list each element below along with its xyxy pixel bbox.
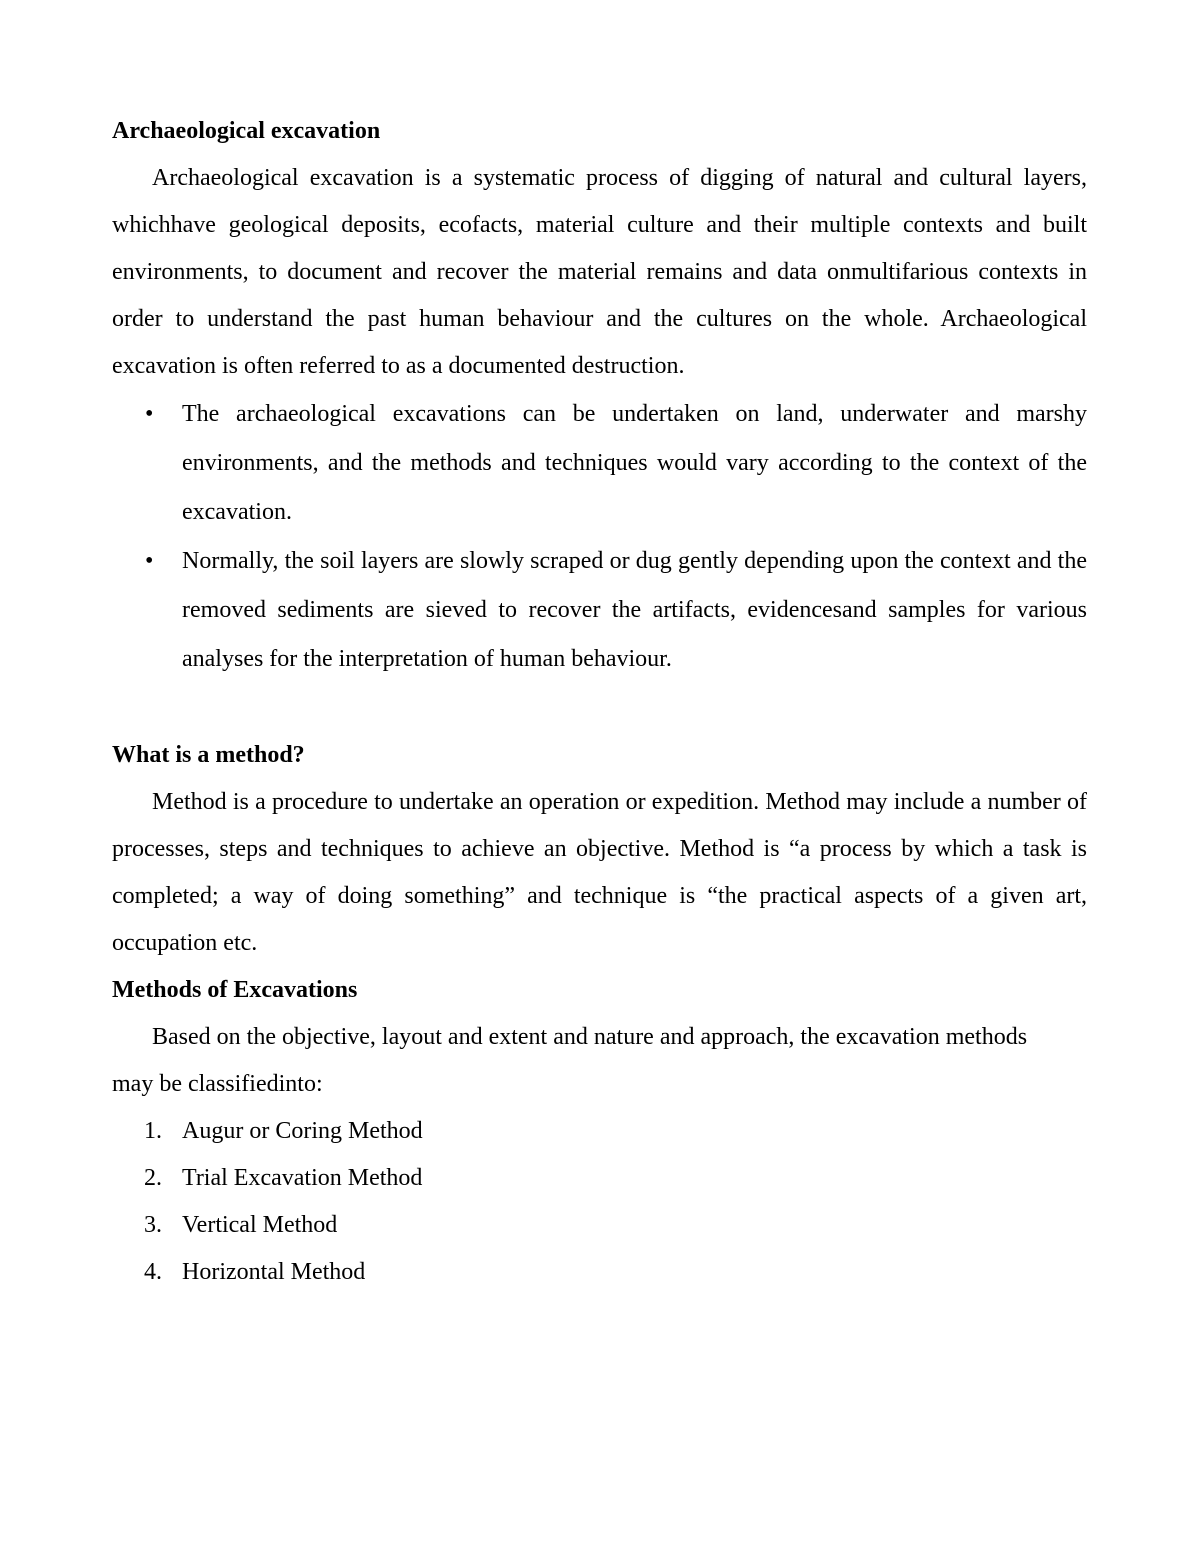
list-number: 3. [144, 1212, 162, 1238]
list-item [112, 1249, 1087, 1296]
bullet-icon: • [145, 401, 154, 427]
bullet-list [112, 390, 1087, 684]
list-item [112, 1202, 1087, 1249]
paragraph-methods-intro: Based on the objective, layout and extent and nature and approach, the excavation methods [152, 1024, 1028, 1050]
bullet-item [112, 537, 1087, 684]
section-heading-methods-of-excavations: Methods of Excavations [112, 977, 358, 1003]
bullet-text: The archaeological excavations can be undertaken on land, underwater and marshy environments, and the methods and techniques would vary according to the context of the excavation. [182, 401, 1087, 525]
document-page [112, 108, 1087, 1296]
bullet-item [112, 390, 1087, 537]
list-item-label: Trial Excavation Method [182, 1165, 423, 1191]
methods-list [112, 1108, 1087, 1296]
spacer [112, 684, 1087, 732]
paragraph-method-definition: Method is a procedure to undertake an operation or expedition. Method may include a number of processes, steps and techniques to achieve an objective. Method is “a process by which a task is completed; a way of doing something” and technique is “the practical aspects of a given art, occupation etc. [112, 789, 1087, 956]
paragraph-methods-lead: may be classifiedinto: [112, 1071, 323, 1097]
section-heading-what-is-a-method: What is a method? [112, 742, 305, 768]
list-number: 2. [144, 1165, 162, 1191]
section-heading-archaeological-excavation: Archaeological excavation [112, 118, 381, 144]
list-number: 4. [144, 1259, 162, 1285]
list-item [112, 1155, 1087, 1202]
bullet-text: Normally, the soil layers are slowly scraped or dug gently depending upon the context and the removed sediments are sieved to recover the artifacts, evidencesand samples for various analyses for the interpretation of human behaviour. [182, 548, 1087, 672]
list-item [112, 1108, 1087, 1155]
list-item-label: Augur or Coring Method [182, 1118, 423, 1144]
list-item-label: Horizontal Method [182, 1259, 366, 1285]
paragraph-excavation-definition: Archaeological excavation is a systematic process of digging of natural and cultural layers, whichhave geological deposits, ecofacts, material culture and their multiple contexts and built environments, to document and recover the material remains and data onmultifarious contexts in order to understand the past human behaviour and the cultures on the whole. Archaeological excavation is often referred to as a documented destruction. [112, 165, 1087, 379]
list-number: 1. [144, 1118, 162, 1144]
bullet-icon: • [145, 548, 154, 574]
list-item-label: Vertical Method [182, 1212, 338, 1238]
